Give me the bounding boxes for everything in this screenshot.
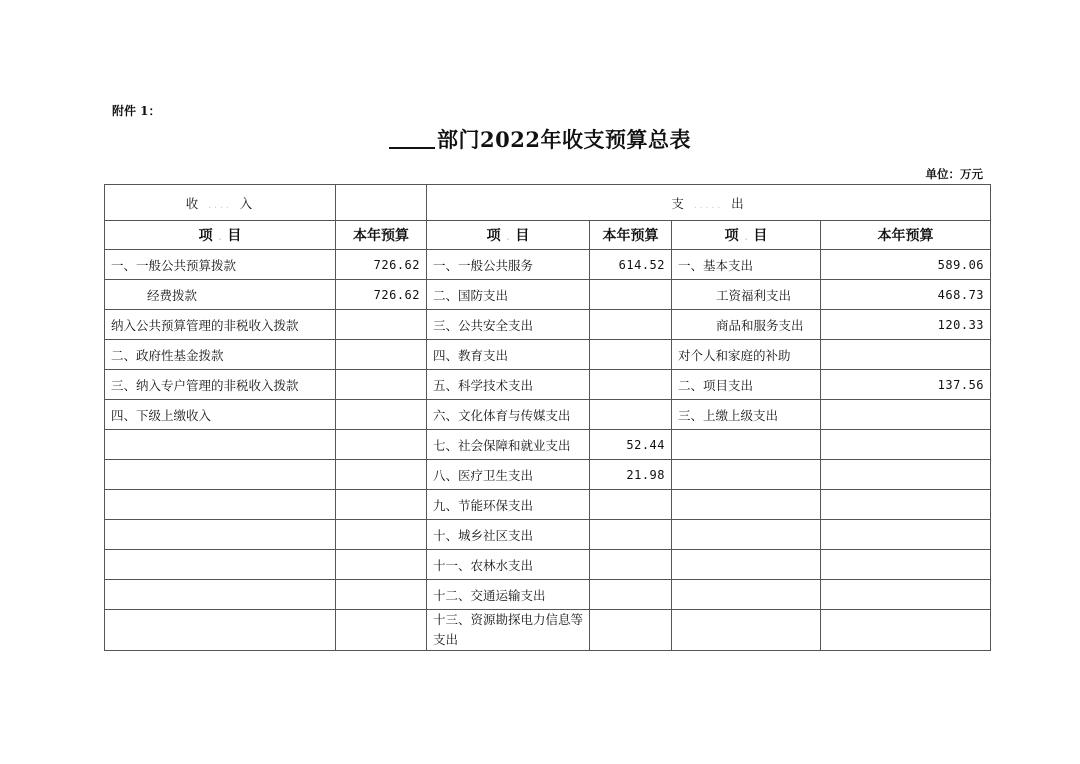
title-text: 部门2022年收支预算总表 [437,127,691,152]
table-row [105,580,991,610]
budget-table [104,184,991,651]
table-cell: 137.56 [821,370,991,400]
income-budget-header: 本年预算 [336,221,427,250]
table-cell: 十、城乡社区支出 [427,520,590,550]
table-cell [590,550,672,580]
table-cell: 十三、资源勘探电力信息等支出 [427,610,590,651]
table-row [105,310,991,340]
table-cell [105,520,336,550]
table-cell [105,550,336,580]
expense-item-header: 项 . 目 [427,221,590,250]
table-cell: 三、上缴上级支出 [672,400,821,430]
table-cell [105,430,336,460]
expense-group-header: 支 ..... 出 [427,185,991,221]
table-cell [672,460,821,490]
table-cell: 五、科学技术支出 [427,370,590,400]
table-cell [336,610,427,651]
table-cell: 商品和服务支出 [672,310,821,340]
table-cell: 二、政府性基金拨款 [105,340,336,370]
table-cell [672,550,821,580]
table-cell [672,430,821,460]
table-cell [105,460,336,490]
table-cell: 468.73 [821,280,991,310]
table-row [105,400,991,430]
table-cell: 十一、农林水支出 [427,550,590,580]
table-cell [821,460,991,490]
income-group-header: 收 .... 入 [105,185,336,221]
table-cell: 八、医疗卫生支出 [427,460,590,490]
table-cell [336,400,427,430]
table-cell [336,520,427,550]
table-cell: 四、教育支出 [427,340,590,370]
attachment-label: 附件 1： [112,104,161,118]
table-row [105,610,991,651]
table-cell [590,370,672,400]
table-cell [336,550,427,580]
table-cell [590,400,672,430]
table-cell [336,370,427,400]
unit-label: 单位：万元 [925,167,983,181]
table-cell [821,550,991,580]
table-cell: 九、节能环保支出 [427,490,590,520]
table-cell [336,310,427,340]
table-cell: 二、项目支出 [672,370,821,400]
table-cell: 工资福利支出 [672,280,821,310]
table-row [105,280,991,310]
table-cell: 三、纳入专户管理的非税收入拨款 [105,370,336,400]
expense-budget-header: 本年预算 [590,221,672,250]
table-cell: 二、国防支出 [427,280,590,310]
table-cell [672,520,821,550]
table-cell [336,340,427,370]
table-cell: 一、一般公共服务 [427,250,590,280]
table-cell [105,580,336,610]
table-cell [590,340,672,370]
table-cell: 三、公共安全支出 [427,310,590,340]
table-cell: 纳入公共预算管理的非税收入拨款 [105,310,336,340]
table-cell [821,580,991,610]
table-row [105,490,991,520]
table-cell [821,400,991,430]
table-cell: 六、文化体育与传媒支出 [427,400,590,430]
income-group-blank [336,185,427,221]
page-title [0,124,1080,154]
table-cell: 52.44 [590,430,672,460]
table-cell [336,460,427,490]
economic-budget-header: 本年预算 [821,221,991,250]
table-cell [105,610,336,651]
table-cell [821,430,991,460]
table-cell: 21.98 [590,460,672,490]
table-cell: 726.62 [336,280,427,310]
table-cell [590,310,672,340]
table-cell [590,280,672,310]
table-cell [336,430,427,460]
table-cell: 一、基本支出 [672,250,821,280]
table-cell [590,520,672,550]
table-cell [821,490,991,520]
table-cell [105,490,336,520]
table-row [105,370,991,400]
table-cell [821,520,991,550]
table-row [105,520,991,550]
department-blank [389,129,435,149]
table-row [105,550,991,580]
table-row [105,430,991,460]
economic-item-header: 项 . 目 [672,221,821,250]
table-cell: 十二、交通运输支出 [427,580,590,610]
table-cell [672,490,821,520]
table-cell [590,490,672,520]
table-cell [590,610,672,651]
table-cell: 四、下级上缴收入 [105,400,336,430]
table-cell: 726.62 [336,250,427,280]
table-cell [672,580,821,610]
table-cell [821,340,991,370]
table-cell [336,490,427,520]
table-row [105,250,991,280]
table-cell [336,580,427,610]
table-row [105,460,991,490]
income-item-header: 项 . 目 [105,221,336,250]
table-cell [590,580,672,610]
table-cell: 614.52 [590,250,672,280]
table-cell: 经费拨款 [105,280,336,310]
table-cell: 一、一般公共预算拨款 [105,250,336,280]
table-cell: 589.06 [821,250,991,280]
table-row [105,340,991,370]
table-cell [821,610,991,651]
table-cell: 120.33 [821,310,991,340]
table-cell: 对个人和家庭的补助 [672,340,821,370]
table-cell: 七、社会保障和就业支出 [427,430,590,460]
table-cell [672,610,821,651]
